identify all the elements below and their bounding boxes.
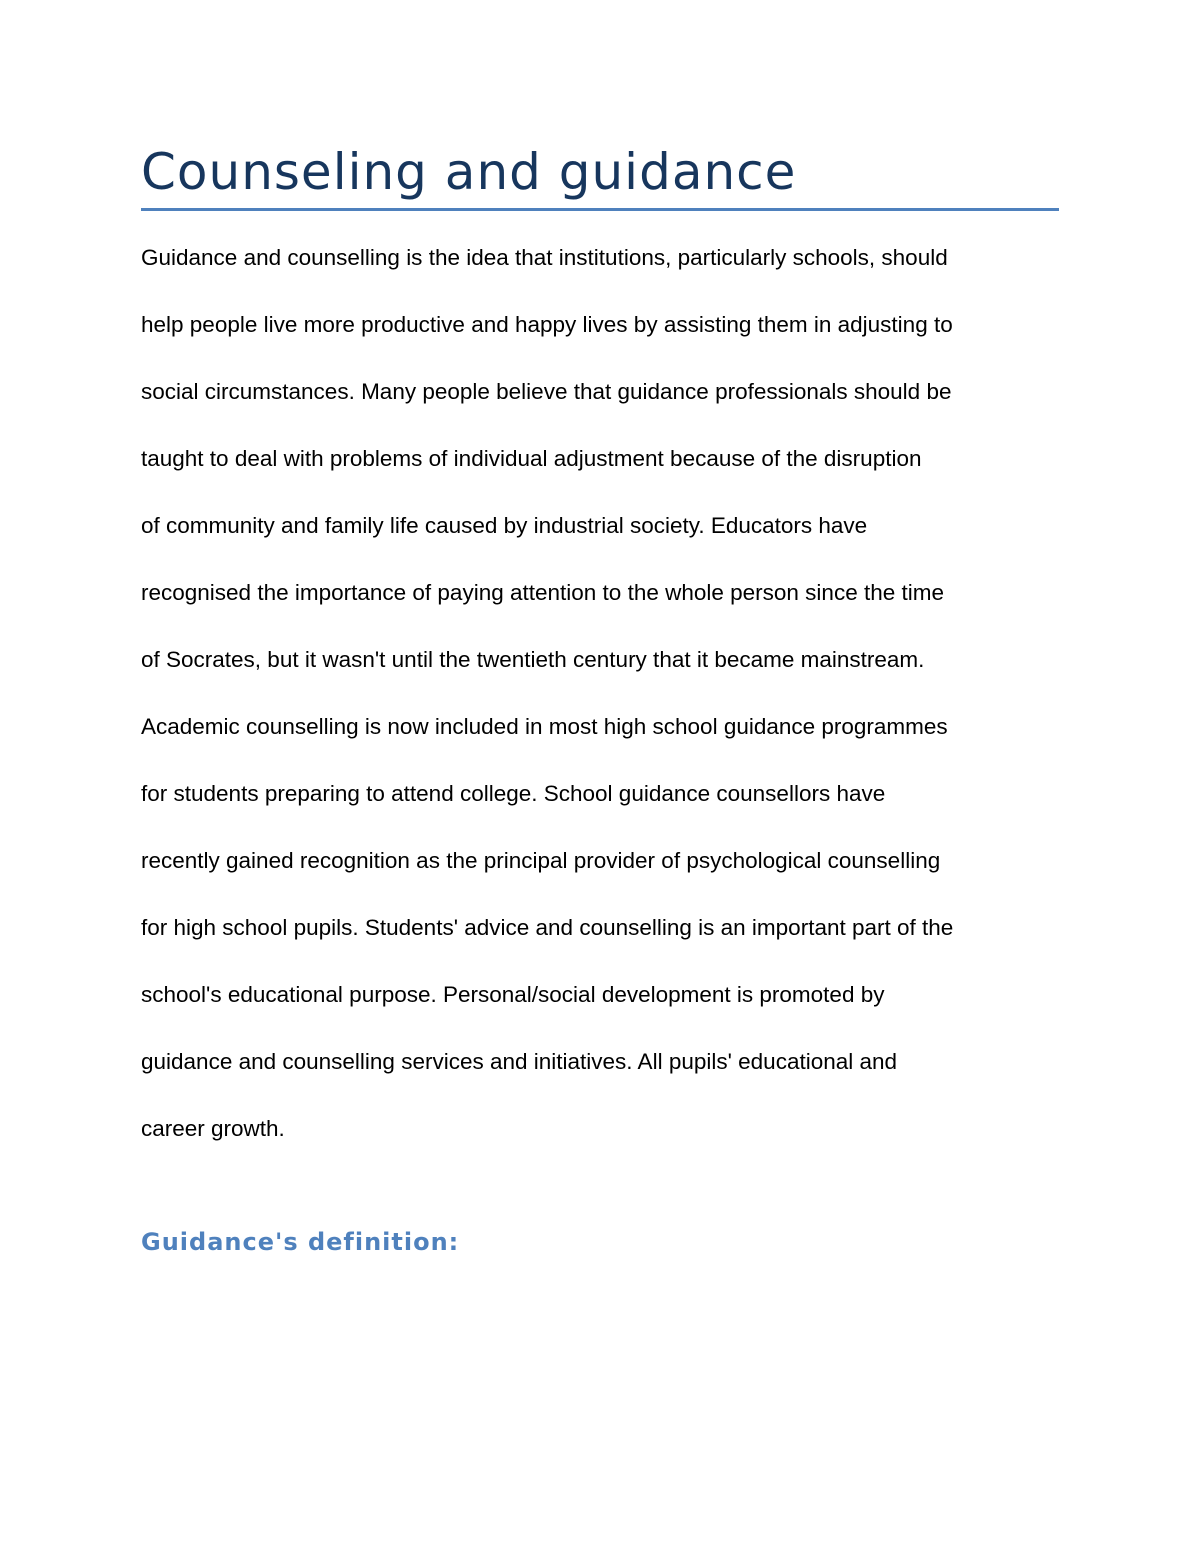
paragraph-line: help people live more productive and happy lives by assisting them in adjusting to [141,312,953,337]
paragraph-line: for students preparing to attend college. School guidance counsellors have [141,781,886,806]
paragraph-line: of Socrates, but it wasn't until the twentieth century that it became mainstream. [141,647,925,672]
section-heading: Guidance's definition: [141,1228,460,1256]
paragraph-line: taught to deal with problems of individual adjustment because of the disruption [141,446,922,471]
paragraph-line: career growth. [141,1116,285,1141]
document-title: Counseling and guidance [141,143,797,201]
paragraph-line: for high school pupils. Students' advice and counselling is an important part of the [141,915,954,940]
paragraph-line: social circumstances. Many people believe that guidance professionals should be [141,379,952,404]
paragraph-line: guidance and counselling services and initiatives. All pupils' educational and [141,1049,898,1074]
paragraph-line: school's educational purpose. Personal/social development is promoted by [141,982,885,1007]
paragraph-line: Academic counselling is now included in most high school guidance programmes [141,714,948,739]
paragraph-line: of community and family life caused by industrial society. Educators have [141,513,868,538]
paragraph-line: recently gained recognition as the principal provider of psychological counselling [141,848,941,873]
title-underline-rule [141,208,1059,211]
paragraph-line: Guidance and counselling is the idea that institutions, particularly schools, should [141,245,948,270]
paragraph-line: recognised the importance of paying attention to the whole person since the time [141,580,944,605]
